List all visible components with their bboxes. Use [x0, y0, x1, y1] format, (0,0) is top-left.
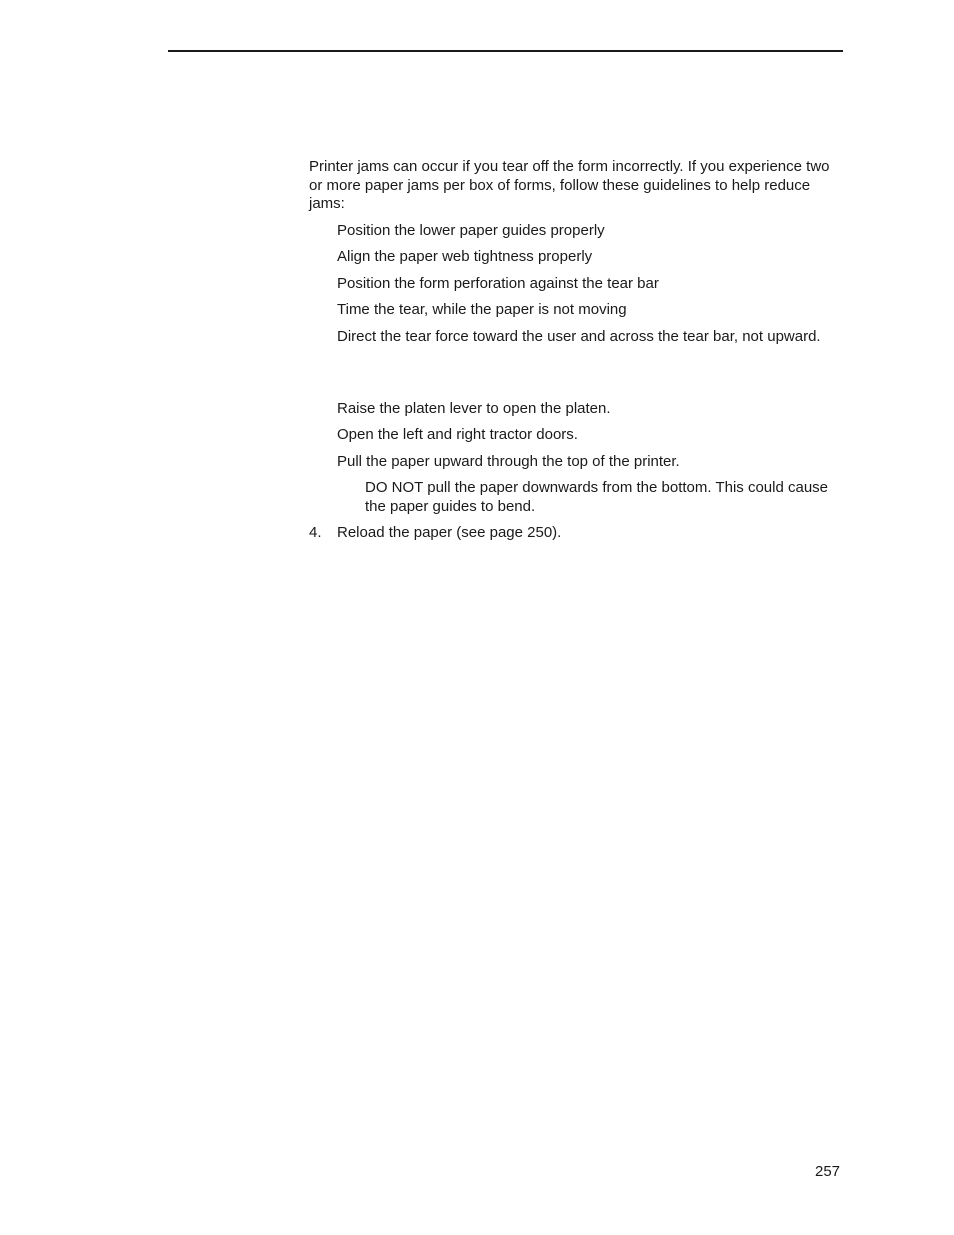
step-number: 4. [309, 524, 322, 541]
step-item: Open the left and right tractor doors. [337, 426, 578, 443]
guideline-item: Position the form perforation against the tear bar [337, 275, 659, 292]
intro-paragraph: Printer jams can occur if you tear off the form incorrectly. If you experience two or more paper jams per box of forms, follow these guidelines to help reduce jams: [309, 158, 830, 212]
guideline-item: Position the lower paper guides properly [337, 222, 605, 239]
step-item: Reload the paper (see page 250). [337, 524, 562, 541]
page-number: 257 [815, 1163, 841, 1180]
step-item: Raise the platen lever to open the platen. [337, 400, 611, 417]
caution-note: DO NOT pull the paper downwards from the bottom. This could cause the paper guides to bend. [365, 479, 829, 515]
guideline-item: Time the tear, while the paper is not moving [337, 301, 627, 318]
guideline-item: Direct the tear force toward the user and across the tear bar, not upward. [337, 328, 821, 345]
guideline-item: Align the paper web tightness properly [337, 248, 593, 265]
step-item: Pull the paper upward through the top of the printer. [337, 453, 680, 470]
header-rule [168, 50, 843, 52]
